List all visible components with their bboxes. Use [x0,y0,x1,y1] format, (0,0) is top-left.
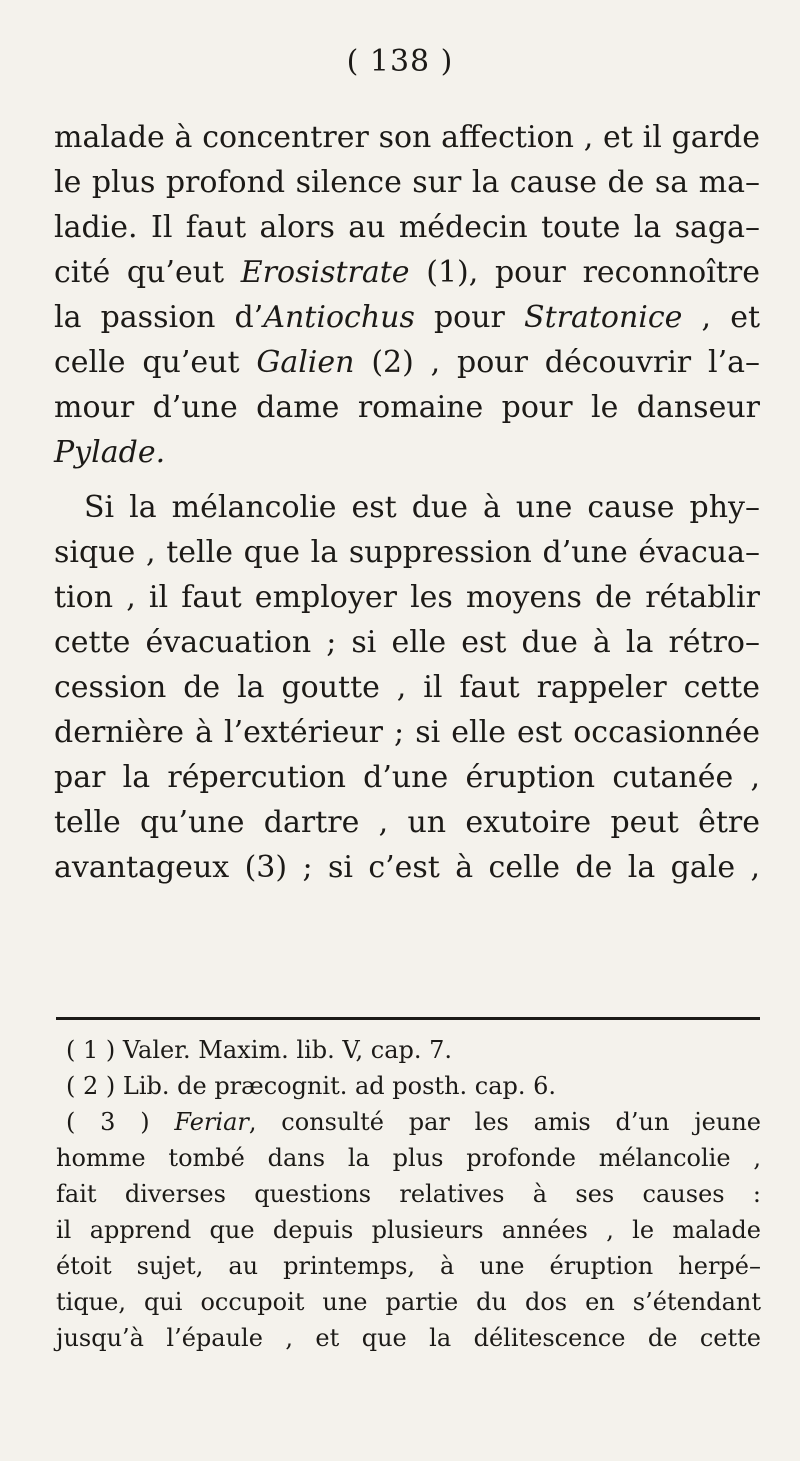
text-line [54,621,760,665]
text-line [54,846,760,890]
text-line [54,711,760,755]
italic-name: Pylade. [54,435,166,470]
italic-name: Galien [256,345,355,380]
text-segment: le plus profond silence sur la cause de sa ma– [54,165,760,200]
footnote-separator [56,1017,760,1020]
text-line [54,666,760,710]
footnote-line [66,1105,761,1139]
footnote-line [56,1249,761,1283]
footnote-line [66,1069,556,1103]
text-segment: cité qu’eut [54,255,241,290]
text-segment: tion , il faut employer les moyens de rétablir [54,580,760,615]
footnote-text: étoit sujet, au printemps, à une éruption herpé– [56,1252,761,1280]
footnote-line [56,1213,761,1247]
text-segment: par la répercution d’une éruption cutanée , [54,760,760,795]
text-segment: dernière à l’extérieur ; si elle est occasionnée [54,715,760,750]
text-line [54,161,760,205]
text-line [54,296,760,340]
footnote-text: il apprend que depuis plusieurs années , le malade [56,1216,761,1244]
text-segment: mour d’une dame romaine pour le danseur [54,390,760,425]
footnote-line [56,1285,761,1319]
footnote-line [66,1033,452,1067]
footnote-line [56,1321,761,1355]
italic-name: Antiochus [263,300,415,335]
italic-name: Stratonice [524,300,683,335]
text-line [54,756,760,800]
text-segment: telle qu’une dartre , un exutoire peut être [54,805,760,840]
text-segment: sique , telle que la suppression d’une évacua– [54,535,760,570]
text-segment: cession de la goutte , il faut rappeler cette [54,670,760,705]
text-line [54,531,760,575]
text-segment: avantageux (3) ; si c’est à celle de la gale , [54,850,760,885]
text-segment: , et [682,300,761,335]
text-segment: ladie. Il faut alors au médecin toute la saga– [54,210,760,245]
footnote-line [56,1177,761,1211]
text-line [54,251,760,295]
text-line [54,576,760,620]
text-segment: la passion d’ [54,300,264,335]
text-line [54,206,760,250]
text-line [84,486,760,530]
footnote-text: homme tombé dans la plus profonde mélancolie , [56,1144,761,1172]
italic-name: Feriar [174,1108,249,1136]
text-line [54,801,760,845]
footnote-text: , consulté par les amis d’un jeune [248,1108,761,1136]
text-segment: pour [414,300,525,335]
text-line [54,116,760,160]
footnote-text: tique, qui occupoit une partie du dos en s’étendant [56,1288,761,1316]
text-segment: Si la mélancolie est due à une cause phy– [84,490,760,525]
footnote-text: fait diverses questions relatives à ses causes : [56,1180,761,1208]
footnote-line [56,1141,761,1175]
text-line [54,386,760,430]
text-line [54,341,760,385]
text-segment: malade à concentrer son affection , et il garde [54,120,760,155]
page-number: ( 138 ) [346,44,454,79]
footnote-text: jusqu’à l’épaule , et que la délitescence de cette [56,1324,761,1352]
italic-name: Erosistrate [240,255,410,290]
text-segment: celle qu’eut [54,345,257,380]
text-segment: cette évacuation ; si elle est due à la rétro– [54,625,760,660]
text-segment: (1), pour reconnoître [409,255,760,290]
footnote-text: ( 1 ) Valer. Maxim. lib. V, cap. 7. [66,1036,453,1064]
text-line [54,431,165,475]
footnote-text: ( 3 ) [66,1108,175,1136]
footnote-text: ( 2 ) Lib. de præcognit. ad posth. cap. 6. [66,1072,557,1100]
text-segment: (2) , pour découvrir l’a– [354,345,760,380]
